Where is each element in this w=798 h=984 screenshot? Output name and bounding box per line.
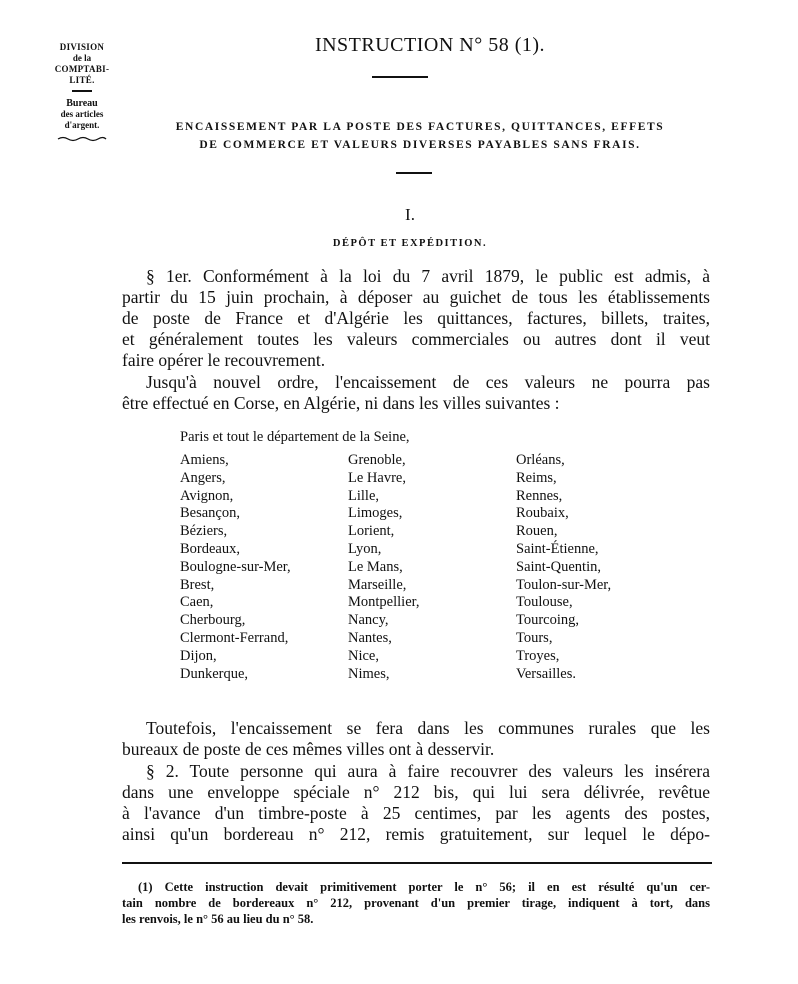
margin-bureau-1: Bureau [66, 98, 98, 109]
footnote-rule [122, 862, 712, 864]
city-item: Bordeaux, [180, 540, 240, 557]
city-item: Amiens, [180, 452, 229, 468]
document-subtitle [140, 118, 700, 154]
city-item: Cherbourg, [180, 612, 246, 629]
margin-de-la: de la [72, 53, 92, 63]
city-item: Toulon-sur-Mer, [516, 576, 612, 593]
city-item: Nancy, [348, 612, 389, 629]
city-item: Lorient, [348, 523, 395, 540]
paragraph-4 [122, 761, 710, 845]
city-item: Saint-Quentin, [516, 558, 601, 575]
margin-comptabilite-2: LITÉ. [69, 75, 95, 85]
city-item: Roubaix, [516, 505, 569, 522]
cities-column-2 [348, 452, 420, 683]
section-title: DÉPÔT ET EXPÉDITION. [332, 238, 488, 249]
cities-column-1 [180, 452, 291, 683]
footnote-line: (1) Cette instruction devait primitivement porter le n° 56; il en est résulté qu'un cer- [138, 880, 710, 894]
cities-intro: Paris et tout le département de la Seine, [180, 429, 410, 445]
city-item: Besançon, [180, 505, 240, 522]
city-item: Toulouse, [516, 594, 573, 611]
city-item: Tourcoing, [516, 612, 580, 629]
footnote-line: les renvois, le n° 56 au lieu du n° 58. [122, 912, 314, 926]
footnote-line: tain nombre de bordereaux n° 212, provenant d'un premier tirage, indiquent à tort, dans [122, 896, 710, 910]
city-item: Le Havre, [348, 469, 406, 486]
footnote [122, 879, 710, 927]
title-rule [372, 76, 428, 78]
para1-line: de poste de France et d'Algérie les quittances, factures, billets, traites, [122, 308, 710, 328]
city-item: Dunkerque, [180, 665, 249, 682]
city-item: Troyes, [516, 647, 560, 664]
city-item: Nantes, [348, 629, 392, 646]
city-item: Marseille, [348, 576, 407, 593]
subtitle-rule [396, 172, 432, 174]
city-item: Nimes, [348, 665, 390, 682]
margin-division: DIVISION [59, 42, 105, 52]
paragraph-3 [122, 718, 710, 760]
para1-line: partir du 15 juin prochain, à déposer au guichet de tous les établissements [122, 287, 710, 307]
para3-line: bureaux de poste de ces mêmes villes ont à desservir. [122, 739, 495, 759]
para2-line: être effectué en Corse, en Algérie, ni dans les villes suivantes : [122, 393, 560, 413]
margin-bureau-2: des articles [60, 109, 104, 119]
city-item: Rouen, [516, 523, 558, 540]
city-item: Nice, [348, 647, 379, 664]
city-item: Lille, [348, 487, 380, 504]
city-item: Avignon, [180, 487, 234, 504]
city-item: Caen, [180, 594, 214, 611]
paragraph-1 [122, 266, 710, 371]
document-title: INSTRUCTION N° 58 (1). [314, 34, 546, 56]
city-item: Versailles. [516, 665, 576, 682]
margin-bureau-3: d'argent. [64, 120, 100, 130]
para4-line: ainsi qu'un bordereau n° 212, remis gratuitement, sur lequel le dépo- [122, 824, 710, 844]
city-item: Le Mans, [348, 558, 403, 575]
city-item: Rennes, [516, 487, 563, 504]
para1-line: § 1er. Conformément à la loi du 7 avril 1879, le public est admis, à [146, 266, 710, 286]
margin-note [46, 42, 118, 146]
para4-line: à l'avance d'un timbre-poste à 25 centimes, par les agents des postes, [122, 803, 710, 823]
city-item: Grenoble, [348, 452, 406, 468]
para2-line: Jusqu'à nouvel ordre, l'encaissement de ces valeurs ne pourra pas [146, 372, 710, 392]
subtitle-line-1: ENCAISSEMENT PAR LA POSTE DES FACTURES, QUITTANCES, EFFETS [175, 121, 665, 133]
city-item: Lyon, [348, 540, 382, 557]
city-item: Limoges, [348, 505, 403, 522]
margin-comptabilite-1: COMPTABI- [54, 64, 110, 74]
city-item: Orléans, [516, 452, 565, 468]
cities-column-3 [516, 452, 611, 683]
city-item: Reims, [516, 469, 557, 486]
city-item: Boulogne-sur-Mer, [180, 558, 291, 575]
paragraph-2 [122, 372, 710, 414]
para3-line: Toutefois, l'encaissement se fera dans les communes rurales que les [146, 718, 710, 738]
para1-line: et généralement toutes les valeurs commerciales ou autres dont il veut [122, 329, 710, 349]
city-item: Montpellier, [348, 594, 420, 611]
city-item: Béziers, [180, 523, 228, 540]
section-number: I. [405, 205, 415, 224]
city-item: Tours, [516, 629, 553, 646]
para1-line: faire opérer le recouvrement. [122, 350, 326, 370]
city-item: Clermont-Ferrand, [180, 629, 289, 646]
city-item: Dijon, [180, 647, 217, 664]
subtitle-line-2: DE COMMERCE ET VALEURS DIVERSES PAYABLES SANS FRAIS. [199, 139, 641, 151]
city-item: Brest, [180, 576, 215, 593]
margin-divider [72, 90, 92, 92]
para4-line: § 2. Toute personne qui aura à faire recouvrer des valeurs les insérera [146, 761, 710, 781]
city-item: Saint-Étienne, [516, 540, 599, 557]
ornament-squiggle [57, 135, 107, 143]
para4-line: dans une enveloppe spéciale n° 212 bis, qui lui sera délivrée, revêtue [122, 782, 710, 802]
city-item: Angers, [180, 469, 226, 486]
